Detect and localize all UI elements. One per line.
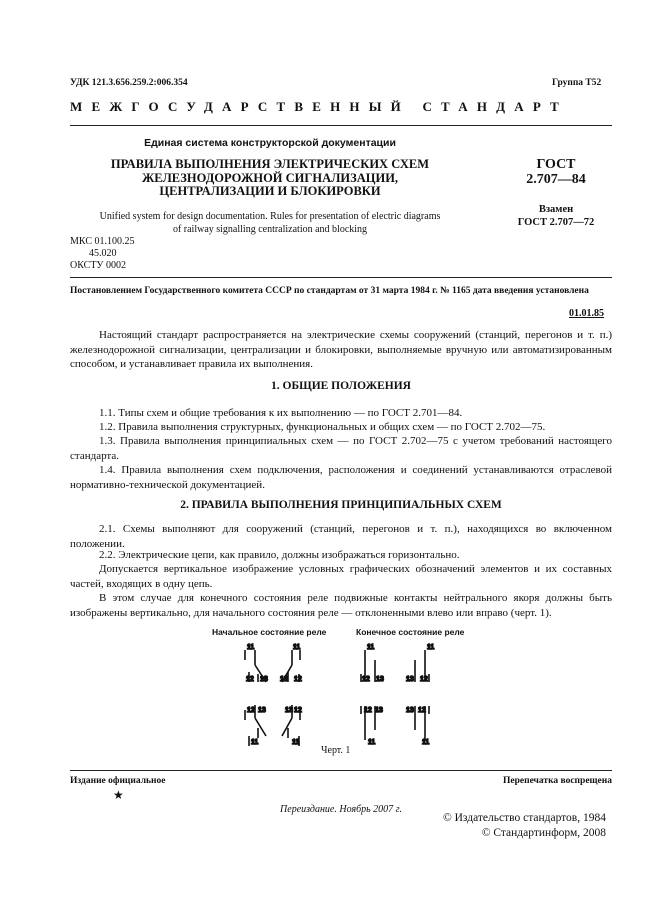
title-rule <box>70 277 612 278</box>
svg-text:13: 13 <box>280 676 288 683</box>
svg-text:11: 11 <box>368 739 376 746</box>
udk-code: УДК 121.3.656.259.2:006.354 <box>70 78 188 88</box>
header-rule <box>70 125 612 126</box>
svg-text:12: 12 <box>362 676 370 683</box>
replaces-block <box>500 203 612 229</box>
replaces-label: Взамен <box>538 204 574 215</box>
svg-text:11: 11 <box>247 644 255 651</box>
svg-text:11: 11 <box>427 644 435 651</box>
contact-initial-upper-right <box>280 644 302 683</box>
svg-text:13: 13 <box>406 707 414 714</box>
edition-label: Издание официальное <box>70 776 166 786</box>
svg-text:13: 13 <box>260 676 268 683</box>
clause: 2.1. Схемы выполняют для сооружений (станций, перегонов и т. п.), находящихся во включенном положении. <box>70 523 612 550</box>
title-line: ЦЕНТРАЛИЗАЦИИ И БЛОКИРОВКИ <box>159 184 381 198</box>
english-title-line: Unified system for design documentation. Rules for presentation of electric diagrams <box>99 211 441 222</box>
svg-text:13: 13 <box>285 707 293 714</box>
mks-code: 45.020 <box>89 247 117 259</box>
figure-label-final: Конечное состояние реле <box>356 627 465 637</box>
svg-text:11: 11 <box>292 739 300 746</box>
figure-label-initial: Начальное состояние реле <box>212 627 327 637</box>
clause: 1.1. Типы схем и общие требования к их выполнению — по ГОСТ 2.701—84. <box>99 407 463 419</box>
contact-final-upper-right <box>406 644 434 683</box>
contact-final-lower-left <box>361 706 383 746</box>
group-code: Группа Т52 <box>552 78 602 88</box>
effective-date: 01.01.85 <box>569 308 604 319</box>
svg-text:12: 12 <box>294 707 302 714</box>
clause: 1.3. Правила выполнения принципиальных схем — по ГОСТ 2.702—75 с учетом требований настоящего стандарта. <box>70 435 612 462</box>
copyright-line: © Стандартинформ, 2008 <box>481 827 606 839</box>
reissue-note: Переиздание. Ноябрь 2007 г. <box>280 804 402 815</box>
svg-text:12: 12 <box>247 707 255 714</box>
english-title-line: of railway signalling centralization and blocking <box>172 223 368 235</box>
title-line: ПРАВИЛА ВЫПОЛНЕНИЯ ЭЛЕКТРИЧЕСКИХ СХЕМ <box>110 157 430 171</box>
section-heading: 2. ПРАВИЛА ВЫПОЛНЕНИЯ ПРИНЦИПИАЛЬНЫХ СХЕМ <box>180 499 502 511</box>
svg-text:11: 11 <box>422 739 430 746</box>
contact-final-upper-left <box>361 644 384 683</box>
gost-number: 2.707—84 <box>526 172 586 187</box>
svg-text:12: 12 <box>294 676 302 683</box>
mks-code: МКС 01.100.25 <box>70 236 135 247</box>
replaces-number: ГОСТ 2.707—72 <box>517 217 595 228</box>
figure-caption: Черт. 1 <box>321 745 351 756</box>
document-title <box>70 158 470 199</box>
clause: 2.2. Электрические цепи, как правило, должны изображаться горизонтально. <box>99 549 460 561</box>
english-title <box>70 211 470 236</box>
copyright-line: © Издательство стандартов, 1984 <box>442 812 606 824</box>
system-name: Единая система конструкторской документации <box>144 137 396 149</box>
relay-contacts-figure <box>230 640 440 750</box>
clause: 1.4. Правила выполнения схем подключения, расположения и соединений устанавливаются отраслевой нормативно-технической документацией. <box>70 464 612 491</box>
intro-paragraph: Настоящий стандарт распространяется на электрические схемы сооружений (станций, перегонов и т. п.) железнодорожной сигнализации, централизации и блокировки, выполняемые вручную или автоматизированным способом, и устанавливает правила их выполнения. <box>70 329 612 371</box>
contact-initial-upper-left <box>245 644 268 683</box>
svg-text:12: 12 <box>364 707 372 714</box>
svg-text:11: 11 <box>251 739 259 746</box>
contact-final-lower-right <box>406 706 429 746</box>
star-icon: ★ <box>113 788 124 802</box>
oksu-code: ОКСТУ 0002 <box>70 259 127 271</box>
svg-text:13: 13 <box>258 707 266 714</box>
gost-label: ГОСТ <box>536 157 576 172</box>
svg-text:13: 13 <box>375 707 383 714</box>
svg-text:11: 11 <box>293 644 301 651</box>
svg-text:13: 13 <box>376 676 384 683</box>
contact-initial-lower-right <box>282 705 302 746</box>
svg-text:12: 12 <box>418 707 426 714</box>
svg-text:12: 12 <box>420 676 428 683</box>
classification-codes <box>70 236 134 271</box>
contact-initial-lower-left <box>245 705 266 746</box>
footer-rule <box>70 770 612 771</box>
section-heading: 1. ОБЩИЕ ПОЛОЖЕНИЯ <box>271 380 411 392</box>
svg-text:12: 12 <box>246 676 254 683</box>
svg-text:13: 13 <box>406 676 414 683</box>
gost-designation <box>500 157 612 187</box>
clause: 1.2. Правила выполнения структурных, функциональных и общих схем — по ГОСТ 2.702—75. <box>99 421 546 433</box>
reprint-notice: Перепечатка воспрещена <box>502 776 612 786</box>
svg-text:11: 11 <box>367 644 375 651</box>
decree-text: Постановлением Государственного комитета СССР по стандартам от 31 марта 1984 г. № 1165 дата введения установлена <box>70 286 589 296</box>
title-line: ЖЕЛЕЗНОДОРОЖНОЙ СИГНАЛИЗАЦИИ, <box>141 170 399 185</box>
clause: Допускается вертикальное изображение условных графических обозначений элементов и их составных частей, входящих в одну цепь. <box>70 563 612 590</box>
clause: В этом случае для конечного состояния реле подвижные контакты нейтрального якоря должны быть изображены вертикально, для начального состояния реле — отклоненными влево или вправо (черт. 1). <box>70 592 612 619</box>
standard-type: МЕЖГОСУДАРСТВЕННЫЙ СТАНДАРТ <box>70 99 569 114</box>
